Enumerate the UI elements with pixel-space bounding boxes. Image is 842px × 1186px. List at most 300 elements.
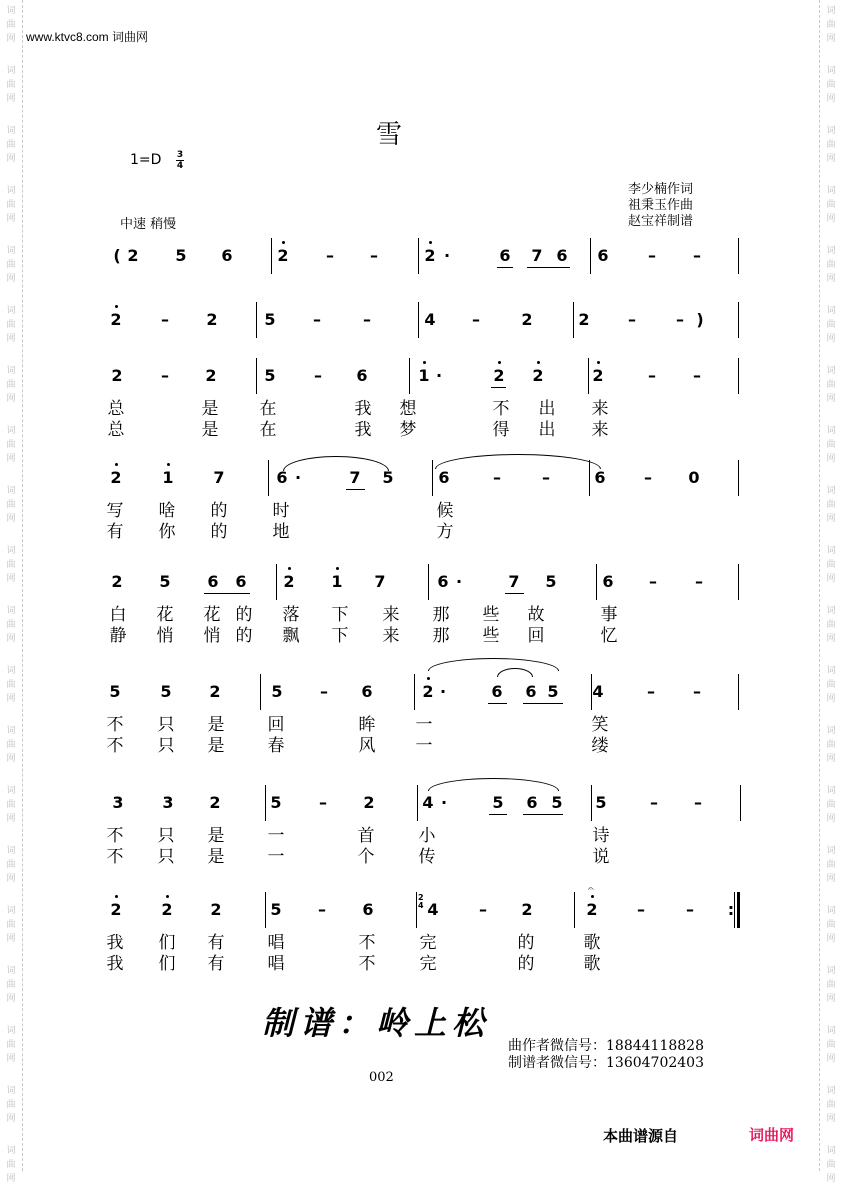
- composer-wechat: 曲作者微信号：18844118828: [508, 1038, 704, 1054]
- watermark-char: 曲: [826, 80, 836, 90]
- final-repeat-bar: [737, 892, 740, 928]
- watermark-char: 网: [826, 274, 836, 284]
- note: 5: [545, 572, 557, 591]
- lyric-verse-2: 有: [207, 954, 225, 974]
- watermark-char: 网: [826, 94, 836, 104]
- note: 6: [499, 246, 511, 265]
- note: 6: [235, 572, 247, 591]
- note: 5: [551, 793, 563, 812]
- watermark-char: 词: [6, 966, 16, 976]
- bar-line: [574, 892, 575, 928]
- lyric-verse-2: 我: [354, 420, 372, 440]
- lyric-verse-1: 是: [201, 399, 219, 419]
- octave-dot: [166, 895, 169, 898]
- lyric-verse-2: 风: [358, 736, 376, 756]
- watermark-char: 曲: [826, 560, 836, 570]
- lyric-verse-2: 下: [331, 626, 349, 646]
- watermark-char: 词: [6, 1086, 16, 1096]
- arranger-wechat: 制谱者微信号：13604702403: [508, 1055, 704, 1071]
- watermark-char: 网: [6, 214, 16, 224]
- watermark-char: 曲: [6, 740, 16, 750]
- lyric-verse-1: 候: [436, 501, 454, 521]
- note: –: [676, 310, 684, 329]
- watermark-char: 词: [826, 546, 836, 556]
- watermark-char: 词: [826, 666, 836, 676]
- bar-line: [418, 302, 419, 338]
- lyric-verse-1: 啥: [158, 501, 176, 521]
- fermata-icon: 𝄐: [588, 884, 594, 895]
- lyric-verse-1: 的: [235, 605, 253, 625]
- watermark-char: 网: [6, 154, 16, 164]
- lyric-verse-1: 白: [109, 605, 127, 625]
- watermark-char: 网: [826, 694, 836, 704]
- lyric-verse-2: 是: [207, 736, 225, 756]
- watermark-char: 网: [826, 394, 836, 404]
- watermark-char: 词: [826, 1086, 836, 1096]
- watermark-char: 网: [6, 34, 16, 44]
- note: 2: [521, 900, 533, 919]
- bar-line: [409, 358, 410, 394]
- watermark-char: 词: [6, 1146, 16, 1156]
- note: –: [644, 468, 652, 487]
- watermark-char: 词: [826, 426, 836, 436]
- note: 5: [270, 900, 282, 919]
- note: 2: [209, 793, 221, 812]
- watermark-char: 曲: [826, 620, 836, 630]
- bar-line: [738, 302, 739, 338]
- lyric-verse-2: 是: [201, 420, 219, 440]
- watermark-char: 网: [826, 874, 836, 884]
- credits: [628, 182, 693, 230]
- lyric-verse-1: 写: [106, 501, 124, 521]
- tie-slur: [435, 454, 601, 469]
- watermark-char: 曲: [6, 1040, 16, 1050]
- octave-dot: [288, 567, 291, 570]
- lyric-verse-2: 唱: [267, 954, 285, 974]
- bar-line: [740, 785, 741, 821]
- lyric-verse-1: 花: [156, 605, 174, 625]
- note: 5: [595, 793, 607, 812]
- watermark-char: 词: [826, 126, 836, 136]
- watermark-char: 曲: [6, 260, 16, 270]
- meter-change-bottom: 4: [418, 901, 424, 910]
- watermark-char: 网: [6, 994, 16, 1004]
- score-row: [0, 300, 842, 340]
- note: –: [650, 793, 658, 812]
- lyric-verse-1: 时: [272, 501, 290, 521]
- note: –: [693, 246, 701, 265]
- lyric-verse-2: 传: [418, 847, 436, 867]
- note: 5: [270, 793, 282, 812]
- note: –: [693, 682, 701, 701]
- watermark-char: 词: [826, 1146, 836, 1156]
- watermark-char: 曲: [6, 560, 16, 570]
- watermark-char: 网: [6, 1174, 16, 1184]
- note: 7: [374, 572, 386, 591]
- watermark-char: 词: [6, 186, 16, 196]
- bar-line: [738, 564, 739, 600]
- lyric-verse-2: 只: [157, 847, 175, 867]
- score-row: [0, 783, 842, 867]
- note: 4: [427, 900, 439, 919]
- song-title: 雪: [376, 120, 403, 150]
- note: 2: [110, 310, 122, 329]
- lyric-verse-2: 们: [158, 954, 176, 974]
- bar-line: [418, 238, 419, 274]
- key-signature: 1=D: [130, 152, 162, 168]
- note: 6: [602, 572, 614, 591]
- note: 2: [205, 366, 217, 385]
- note: 2: [586, 900, 598, 919]
- watermark-char: 曲: [6, 800, 16, 810]
- lyric-verse-1: 不: [492, 399, 510, 419]
- lyric-verse-1: 我: [354, 399, 372, 419]
- note: 5: [264, 310, 276, 329]
- note: –: [493, 468, 501, 487]
- note: 2: [161, 900, 173, 919]
- watermark-char: 曲: [826, 1160, 836, 1170]
- watermark-char: 网: [6, 694, 16, 704]
- watermark-char: 曲: [6, 140, 16, 150]
- watermark-char: 曲: [6, 440, 16, 450]
- bar-line: [734, 892, 735, 928]
- lyric-verse-1: 歌: [583, 933, 601, 953]
- bar-line: [416, 892, 417, 928]
- watermark-char: 曲: [6, 500, 16, 510]
- lyric-verse-2: 回: [527, 626, 545, 646]
- lyric-verse-1: 出: [538, 399, 556, 419]
- lyric-verse-1: 一: [267, 826, 285, 846]
- bar-line: [271, 238, 272, 274]
- watermark-char: 曲: [826, 800, 836, 810]
- lyric-verse-1: 有: [207, 933, 225, 953]
- lyric-verse-1: 唱: [267, 933, 285, 953]
- note: 5: [264, 366, 276, 385]
- site-url[interactable]: www.ktvc8.com 词曲网: [26, 30, 149, 44]
- lyric-verse-2: 有: [106, 522, 124, 542]
- note: ): [696, 310, 704, 329]
- watermark-char: 网: [826, 34, 836, 44]
- note: –: [472, 310, 480, 329]
- note: 2: [110, 468, 122, 487]
- note: 6: [526, 793, 538, 812]
- arranger-credit: 赵宝祥制谱: [628, 214, 694, 229]
- note: –: [649, 572, 657, 591]
- watermark-char: 网: [826, 1114, 836, 1124]
- watermark-char: 词: [6, 126, 16, 136]
- watermark-char: 曲: [826, 260, 836, 270]
- octave-dot: [336, 567, 339, 570]
- meter-bottom: 4: [176, 161, 184, 171]
- note: ·: [294, 468, 302, 487]
- watermark-char: 词: [826, 486, 836, 496]
- beam-underline: [491, 387, 506, 388]
- note: 7: [531, 246, 543, 265]
- watermark-char: 网: [826, 934, 836, 944]
- lyric-verse-1: 眸: [358, 715, 376, 735]
- note: 5: [109, 682, 121, 701]
- note: 6: [597, 246, 609, 265]
- watermark-char: 曲: [6, 1100, 16, 1110]
- score-row: [0, 562, 842, 646]
- watermark-char: 曲: [826, 200, 836, 210]
- octave-dot: [537, 361, 540, 364]
- watermark-char: 曲: [826, 1100, 836, 1110]
- lyric-verse-2: 得: [492, 420, 510, 440]
- watermark-char: 网: [826, 154, 836, 164]
- note: 6: [221, 246, 233, 265]
- note: –: [318, 900, 326, 919]
- page-number: 002: [369, 1070, 394, 1085]
- watermark-char: 网: [6, 874, 16, 884]
- note: 4: [592, 682, 604, 701]
- score-row: [0, 356, 842, 440]
- watermark-char: 网: [826, 1054, 836, 1064]
- lyric-verse-2: 不: [358, 954, 376, 974]
- note: ·: [439, 682, 447, 701]
- source-brand-link[interactable]: 词曲网: [749, 1126, 795, 1144]
- bar-line: [417, 785, 418, 821]
- note: ·: [443, 246, 451, 265]
- watermark-char: 网: [6, 1054, 16, 1064]
- note: –: [320, 682, 328, 701]
- watermark-char: 网: [6, 334, 16, 344]
- note: 6: [556, 246, 568, 265]
- watermark-char: 网: [6, 394, 16, 404]
- beam-underline: [497, 267, 513, 268]
- note: 2: [521, 310, 533, 329]
- note: 3: [112, 793, 124, 812]
- watermark-char: 词: [6, 6, 16, 16]
- note: 5: [160, 682, 172, 701]
- lyric-verse-2: 在: [259, 420, 277, 440]
- bar-line: [260, 674, 261, 710]
- lyric-verse-1: 来: [591, 399, 609, 419]
- watermark-char: 网: [6, 814, 16, 824]
- composer-credit: 祖秉玉作曲: [628, 198, 694, 213]
- note: 6: [361, 682, 373, 701]
- watermark-char: 曲: [826, 320, 836, 330]
- beam-underline: [488, 703, 507, 704]
- octave-dot: [423, 361, 426, 364]
- octave-dot: [591, 895, 594, 898]
- note: 6: [525, 682, 537, 701]
- note: 2: [578, 310, 590, 329]
- watermark-char: 词: [826, 726, 836, 736]
- note: 6: [491, 682, 503, 701]
- watermark-char: 网: [826, 994, 836, 1004]
- note: :: [727, 900, 735, 919]
- lyric-verse-1: 下: [331, 605, 349, 625]
- note: 2: [210, 900, 222, 919]
- watermark-char: 词: [6, 846, 16, 856]
- watermark-char: 词: [826, 966, 836, 976]
- lyric-verse-1: 小: [418, 826, 436, 846]
- lyric-verse-1: 是: [207, 715, 225, 735]
- watermark-char: 词: [6, 66, 16, 76]
- watermark-char: 词: [826, 906, 836, 916]
- octave-dot: [167, 463, 170, 466]
- note: 5: [382, 468, 394, 487]
- note: –: [326, 246, 334, 265]
- watermark-char: 曲: [6, 320, 16, 330]
- lyric-verse-1: 想: [399, 399, 417, 419]
- bar-line: [738, 238, 739, 274]
- tie-slur: [428, 778, 559, 791]
- watermark-char: 曲: [826, 680, 836, 690]
- beam-underline: [489, 814, 507, 815]
- lyric-verse-2: 忆: [600, 626, 618, 646]
- bar-line: [256, 302, 257, 338]
- watermark-char: 词: [6, 606, 16, 616]
- lyric-verse-2: 的: [235, 626, 253, 646]
- note: ·: [440, 793, 448, 812]
- watermark-char: 曲: [6, 980, 16, 990]
- lyric-verse-1: 是: [207, 826, 225, 846]
- note: –: [628, 310, 636, 329]
- lyric-verse-2: 悄: [203, 626, 221, 646]
- note: –: [161, 310, 169, 329]
- bar-line: [738, 674, 739, 710]
- watermark-char: 网: [826, 454, 836, 464]
- bar-line: [432, 460, 433, 496]
- note: 2: [111, 572, 123, 591]
- bar-line: [590, 238, 591, 274]
- note: 2: [127, 246, 139, 265]
- watermark-char: 曲: [826, 440, 836, 450]
- watermark-char: 词: [826, 6, 836, 16]
- watermark-char: 曲: [6, 920, 16, 930]
- wechat-info: [508, 1038, 704, 1072]
- watermark-char: 网: [6, 514, 16, 524]
- watermark-char: 网: [826, 514, 836, 524]
- note: 6: [362, 900, 374, 919]
- lyric-verse-1: 在: [259, 399, 277, 419]
- note: –: [694, 793, 702, 812]
- watermark-char: 词: [826, 1026, 836, 1036]
- lyric-verse-1: 不: [106, 826, 124, 846]
- octave-dot: [282, 241, 285, 244]
- watermark-char: 曲: [6, 20, 16, 30]
- lyric-verse-1: 我: [106, 933, 124, 953]
- lyricist-credit: 李少楠作词: [628, 182, 694, 197]
- note: –: [693, 366, 701, 385]
- note: –: [161, 366, 169, 385]
- lyric-verse-1: 诗: [592, 826, 610, 846]
- note: 3: [162, 793, 174, 812]
- note: –: [648, 246, 656, 265]
- note: –: [637, 900, 645, 919]
- watermark-char: 曲: [6, 860, 16, 870]
- tie-slur: [428, 658, 559, 671]
- bar-line: [573, 302, 574, 338]
- note: ·: [455, 572, 463, 591]
- beam-underline: [527, 267, 570, 268]
- octave-dot: [597, 361, 600, 364]
- watermark-char: 网: [826, 634, 836, 644]
- watermark-char: 网: [6, 274, 16, 284]
- note: 5: [271, 682, 283, 701]
- beam-underline: [523, 703, 563, 704]
- lyric-verse-1: 完: [419, 933, 437, 953]
- tempo-marking: 中速 稍慢: [120, 217, 177, 232]
- watermark-char: 词: [826, 186, 836, 196]
- lyric-verse-2: 是: [207, 847, 225, 867]
- watermark-char: 网: [6, 454, 16, 464]
- note: –: [363, 310, 371, 329]
- watermark-char: 曲: [6, 380, 16, 390]
- lyric-verse-2: 悄: [156, 626, 174, 646]
- lyric-verse-2: 只: [157, 736, 175, 756]
- lyric-verse-2: 方: [436, 522, 454, 542]
- bar-line: [591, 785, 592, 821]
- arranger-signature: 制谱：岭上松: [262, 1004, 491, 1042]
- beam-underline: [204, 593, 250, 594]
- watermark-char: 词: [6, 906, 16, 916]
- watermark-char: 曲: [6, 200, 16, 210]
- watermark-char: 网: [6, 1114, 16, 1124]
- bar-line: [591, 674, 592, 710]
- watermark-char: 网: [6, 934, 16, 944]
- note: (: [113, 246, 121, 265]
- beam-underline: [505, 593, 524, 594]
- lyric-verse-1: 不: [106, 715, 124, 735]
- note: 2: [422, 682, 434, 701]
- lyric-verse-2: 梦: [399, 420, 417, 440]
- lyric-verse-1: 总: [107, 399, 125, 419]
- note: –: [648, 366, 656, 385]
- bar-line: [428, 564, 429, 600]
- lyric-verse-1: 首: [357, 826, 375, 846]
- note: –: [370, 246, 378, 265]
- watermark-char: 曲: [826, 1040, 836, 1050]
- watermark-char: 曲: [826, 500, 836, 510]
- note: 6: [594, 468, 606, 487]
- watermark-char: 网: [826, 574, 836, 584]
- note: 2: [206, 310, 218, 329]
- lyric-verse-2: 来: [382, 626, 400, 646]
- lyric-verse-1: 故: [527, 605, 545, 625]
- octave-dot: [115, 895, 118, 898]
- meter-change: [418, 894, 424, 910]
- lyric-verse-1: 们: [158, 933, 176, 953]
- watermark-char: 曲: [826, 740, 836, 750]
- watermark-char: 词: [826, 306, 836, 316]
- lyric-verse-2: 说: [592, 847, 610, 867]
- note: 4: [422, 793, 434, 812]
- bar-line: [268, 460, 269, 496]
- bar-line: [588, 358, 589, 394]
- watermark-char: 网: [826, 1174, 836, 1184]
- lyric-verse-2: 一: [267, 847, 285, 867]
- bar-line: [265, 892, 266, 928]
- watermark-char: 词: [6, 1026, 16, 1036]
- score-row: [0, 236, 842, 276]
- octave-dot: [427, 677, 430, 680]
- note: –: [313, 310, 321, 329]
- octave-dot: [498, 361, 501, 364]
- lyric-verse-2: 不: [106, 736, 124, 756]
- watermark-char: 词: [6, 486, 16, 496]
- watermark-char: 曲: [826, 920, 836, 930]
- lyric-verse-1: 不: [358, 933, 376, 953]
- bar-line: [414, 674, 415, 710]
- note: 7: [508, 572, 520, 591]
- lyric-verse-2: 我: [106, 954, 124, 974]
- lyric-verse-2: 静: [109, 626, 127, 646]
- lyric-verse-2: 歌: [583, 954, 601, 974]
- note: 6: [356, 366, 368, 385]
